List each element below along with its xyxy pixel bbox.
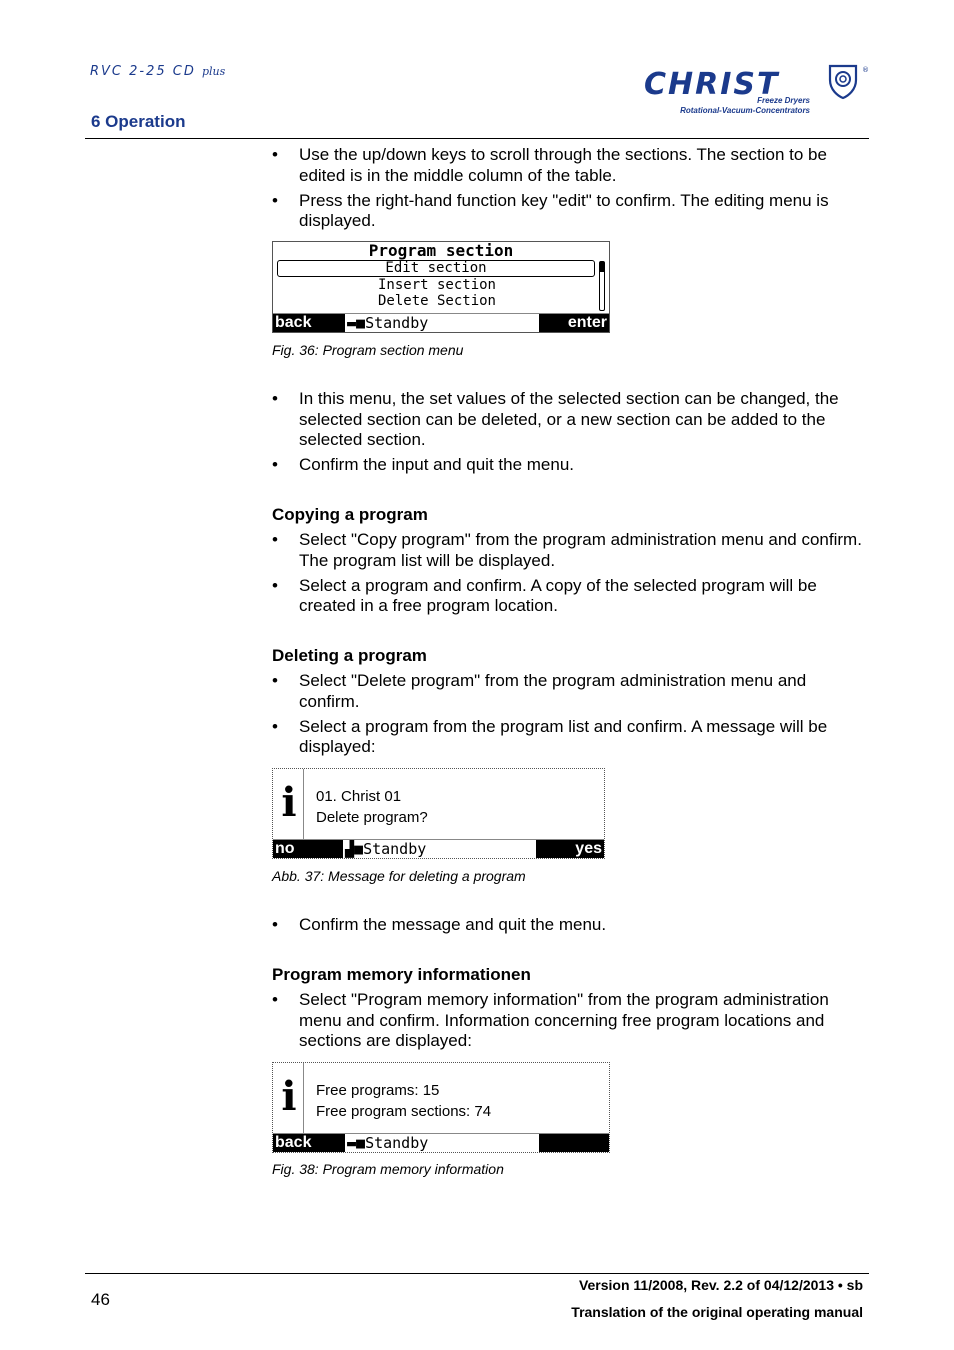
section2-bullets [272, 389, 864, 480]
standby-icon: ▬■ [347, 314, 366, 332]
list-item: • Confirm the message and quit the menu. [272, 915, 607, 934]
logo-brand: CHRIST [644, 67, 780, 102]
footer-rule [85, 1273, 869, 1274]
standby-icon: ▟■ [345, 840, 364, 858]
page-number: 46 [91, 1290, 110, 1309]
info-divider [303, 1063, 304, 1133]
blank-key[interactable] [539, 1134, 609, 1152]
section3-bullets [272, 915, 864, 940]
lcd-memory-info [272, 1062, 610, 1153]
logo-emblem-icon [830, 66, 856, 98]
memory-bullets [272, 990, 864, 1056]
enter-key[interactable]: enter [539, 314, 609, 332]
standby-status: ▟■Standby [345, 840, 427, 858]
info-divider [303, 769, 304, 839]
footer-version: Version 11/2008, Rev. 2.2 of 04/12/2013 • sb [578, 1277, 863, 1293]
lcd-softkey-bar [273, 1133, 609, 1152]
lcd-title: Program section [368, 241, 514, 260]
list-item: • Select "Copy program" from the program administration menu and confirm. The program list will be displayed. [272, 530, 862, 570]
standby-icon: ▬■ [347, 1134, 366, 1152]
section1-bullets [272, 145, 864, 236]
no-key[interactable]: no [273, 840, 343, 858]
standby-status: ▬■Standby [347, 314, 429, 332]
standby-status: ▬■Standby [347, 1134, 429, 1152]
deleting-heading: Deleting a program [272, 646, 427, 665]
back-key[interactable]: back [273, 1134, 345, 1152]
lcd-softkey-bar [273, 839, 604, 858]
fig36-caption: Fig. 36: Program section menu [272, 342, 464, 358]
info-icon: i [281, 779, 297, 826]
lcd-delete-message [272, 768, 605, 859]
logo-line2: Rotational-Vacuum-Concentrators [680, 106, 810, 115]
copying-heading: Copying a program [272, 505, 428, 524]
model-name [90, 64, 225, 79]
copying-bullets [272, 530, 864, 621]
header-rule [85, 138, 869, 139]
back-key[interactable]: back [273, 314, 345, 332]
lcd-program-section [272, 241, 610, 333]
list-item: • Select a program and confirm. A copy of the selected program will be created in a free program location. [272, 575, 817, 615]
list-item: • Select "Delete program" from the program administration menu and confirm. [272, 671, 807, 711]
message-line2: Delete program? [316, 809, 428, 826]
info-line1: Free programs: 15 [316, 1082, 440, 1099]
fig38-caption: Fig. 38: Program memory information [272, 1161, 504, 1177]
logo-registered: ® [862, 66, 869, 74]
menu-item-edit-section[interactable]: Edit section [277, 260, 595, 277]
footer-translation: Translation of the original operating manual [571, 1304, 863, 1320]
info-icon: i [281, 1073, 297, 1120]
info-line2: Free program sections: 74 [316, 1103, 492, 1120]
fig37-caption: Abb. 37: Message for deleting a program [272, 868, 526, 884]
menu-item-insert-section[interactable]: Insert section [377, 277, 496, 293]
menu-item-delete-section[interactable]: Delete Section [377, 293, 496, 309]
memory-heading: Program memory informationen [272, 965, 531, 984]
list-item: • Use the up/down keys to scroll through the sections. The section to be edited is in the middle column of the table. [272, 145, 827, 185]
lcd-softkey-bar [273, 313, 609, 332]
list-item: • Select "Program memory information" from the program administration menu and confirm. Information concerning free program locations and sections are displayed: [272, 990, 829, 1050]
christ-logo [640, 62, 870, 118]
deleting-bullets [272, 671, 864, 762]
logo-line1: Freeze Dryers [757, 96, 810, 105]
message-line1: 01. Christ 01 [316, 788, 402, 805]
list-item: • Select a program from the program list and confirm. A message will be displayed: [272, 716, 828, 756]
yes-key[interactable]: yes [536, 840, 604, 858]
model-text: RVC 2-25 CD [90, 64, 196, 79]
chapter-title: 6 Operation [91, 112, 186, 131]
list-item: • In this menu, the set values of the selected section can be changed, the selected section can be deleted, or a new section can be added to the selected section. [272, 389, 839, 449]
list-item: • Press the right-hand function key "edit" to confirm. The editing menu is displayed. [272, 190, 829, 230]
lcd-scrollbar[interactable] [599, 261, 605, 311]
list-item: • Confirm the input and quit the menu. [272, 455, 574, 474]
model-suffix: plus [202, 65, 226, 78]
